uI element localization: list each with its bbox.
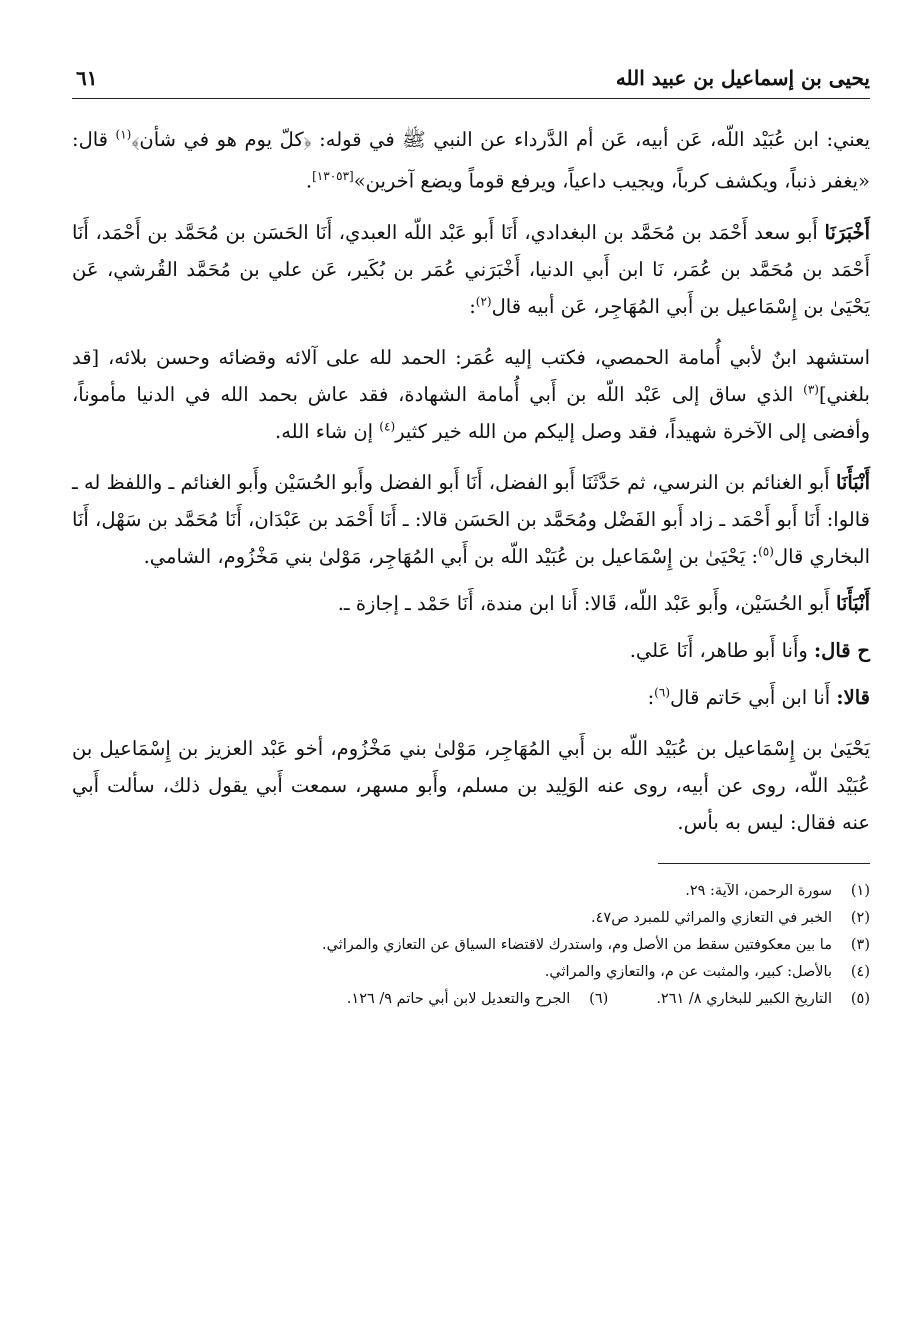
- footnote: [656, 986, 870, 1013]
- footnote-text: سورة الرحمن، الآية: ٢٩.: [685, 882, 832, 899]
- footnote-marker: (٥): [758, 544, 774, 558]
- paragraph-text: إن شاء الله.: [275, 419, 380, 443]
- paragraph-text: .: [305, 169, 313, 193]
- paragraph-text: :: [469, 294, 476, 318]
- paragraph-text: قال: «يغفر ذنباً، ويكشف كرباً، ويجيب داعياً، ويرفع قوماً ويضع آخرين»: [72, 128, 870, 193]
- paragraph-text: أَبو الغنائم بن النرسي، ثم حَدَّثَنَا أَبو الفضل، أَنَا أَبو الفضل وأَبو الحُسَيْن وأَبو الغنائم ـ واللفظ له ـ قالوا: أَنَا أَبو أَحْمَد ـ زاد أَبو الفَضْل ومُحَمَّد بن الحَسَن قالا: ـ أَنَا أَحْمَد بن عَبْدَان، أَنَا مُحَمَّد بن سَهْل، أَنَا البخاري قال: [72, 470, 870, 568]
- footnote-number: (٣): [850, 936, 870, 953]
- footnote-number: (١): [850, 882, 870, 899]
- footnote: [347, 986, 609, 1013]
- paragraph: [72, 121, 870, 200]
- paragraph-text: أَنا ابن أَبي حَاتم قال: [670, 685, 837, 709]
- paragraph: [72, 585, 870, 622]
- page-number: ٦١: [76, 66, 98, 90]
- footnote-number: (٦): [589, 990, 609, 1007]
- footnote-marker: (٦): [654, 685, 670, 699]
- reference-number: [١٣٠٥٣]: [312, 169, 354, 183]
- footnote-number: (٥): [850, 990, 870, 1007]
- paragraph: [72, 726, 870, 841]
- running-title: يحيى بن إسماعيل بن عبيد الله: [615, 66, 870, 90]
- footnote-text: بالأصل: كبير، والمثبت عن م، والتعازي والمراثي.: [544, 963, 832, 980]
- footnote-text: الخبر في التعازي والمراثي للمبرد ص٤٧.: [591, 909, 832, 926]
- paragraph-lead: قالا:: [836, 685, 870, 709]
- paragraph-lead: أَخْبَرَنَا: [824, 220, 870, 244]
- footnote-marker: (٢): [475, 294, 492, 308]
- paragraph: [72, 679, 870, 716]
- footnote: [72, 932, 870, 959]
- footnote-number: (٢): [850, 909, 870, 926]
- footnote-text: الجرح والتعديل لابن أبي حاتم ٩/ ١٢٦.: [346, 990, 571, 1007]
- paragraph: [72, 210, 870, 325]
- footnotes: [72, 878, 870, 1013]
- footnote: [72, 878, 870, 905]
- footnote-marker: (٣): [803, 382, 819, 396]
- paragraph-text: :: [647, 685, 655, 709]
- paragraph-lead: ح قال:: [813, 638, 870, 662]
- paragraph-text: يعني: ابن عُبَيْد اللّه، عَن أبيه، عَن أم الدَّرداء عن النبي ﷺ في قوله: ﴿كلّ يوم هو في شأن﴾: [131, 128, 870, 151]
- footnote: [72, 905, 870, 932]
- paragraph-text: وأَنا أَبو طاهر، أَنَا عَلي.: [629, 638, 814, 662]
- paragraph: [72, 335, 870, 450]
- paragraph-text: يَحْيَىٰ بن إِسْمَاعيل بن عُبَيْد اللّه بن أَبي المُهَاجِر، مَوْلىٰ بني مَخْزُوم، أخو عَبْد العزيز بن إِسْمَاعيل بن عُبَيْد اللّه، روى عن أبيه، روى عنه الوَلِيد بن مسلم، وأَبو مسهر، سمعت أَبي يقول ذلك، سألت أَبي عنه فقال: ليس به بأس.: [72, 736, 870, 834]
- paragraph-text: الذي ساق إلى عَبْد اللّه بن أَبي أُمامة الشهادة، فقد عاش بحمد الله في الدنيا مأموناً، وأفضى إلى الآخرة شهيداً، فقد وصل إليكم من الله خير كثير: [72, 382, 870, 443]
- footnote-marker: (١): [115, 127, 132, 142]
- paragraph-lead: أَنْبَأَنَا: [835, 470, 870, 494]
- paragraph-text: أَبو الحُسَيْن، وأَبو عَبْد اللّه، قَالا: أَنا ابن مندة، أَنَا حَمْد ـ إجازة ـ.: [337, 591, 836, 615]
- footnote-text: ما بين معكوفتين سقط من الأصل وم، واستدرك لاقتضاء السياق عن التعازي والمراثي.: [321, 936, 832, 953]
- paragraph-lead: أَنْبَأَنَا: [835, 591, 870, 615]
- footnote-marker: (٤): [379, 419, 396, 433]
- paragraph-text: : يَحْيَىٰ بن إِسْمَاعيل بن عُبَيْد اللّه بن أَبي المُهَاجِر، مَوْلىٰ بني مَخْزُوم، الشامي.: [143, 544, 759, 568]
- page-header: [72, 58, 870, 99]
- paragraph-text: استشهد ابنٌ لأبي أُمامة الحمصي، فكتب إليه عُمَر: الحمد لله على آلائه وقضائه وحسن بلائه، [قد بلغني]: [72, 345, 870, 406]
- paragraph: [72, 632, 870, 669]
- main-text: [72, 121, 870, 841]
- paragraph: [72, 460, 870, 575]
- footnote-row: [72, 986, 870, 1013]
- book-page: [72, 58, 870, 1318]
- footnote-divider: [658, 863, 870, 864]
- footnote-text: التاريخ الكبير للبخاري ٨/ ٢٦١.: [656, 990, 832, 1007]
- footnote: [72, 959, 870, 986]
- paragraph-text: أَبو سعد أَحْمَد بن مُحَمَّد بن البغدادي، أَنَا أَبو عَبْد اللّه العبدي، أَنَا الحَسَن بن مُحَمَّد بن أَحْمَد، أَنَا أَحْمَد بن مُحَمَّد بن عُمَر، نَا ابن أَبي الدنيا، أَخْبَرَني عُمَر بن بُكَير، عَن علي بن مُحَمَّد القُرشي، عَن يَحْيَىٰ بن إِسْمَاعيل بن أَبي المُهَاجِر، عَن أبيه قال: [72, 220, 870, 318]
- footnote-number: (٤): [850, 963, 870, 980]
